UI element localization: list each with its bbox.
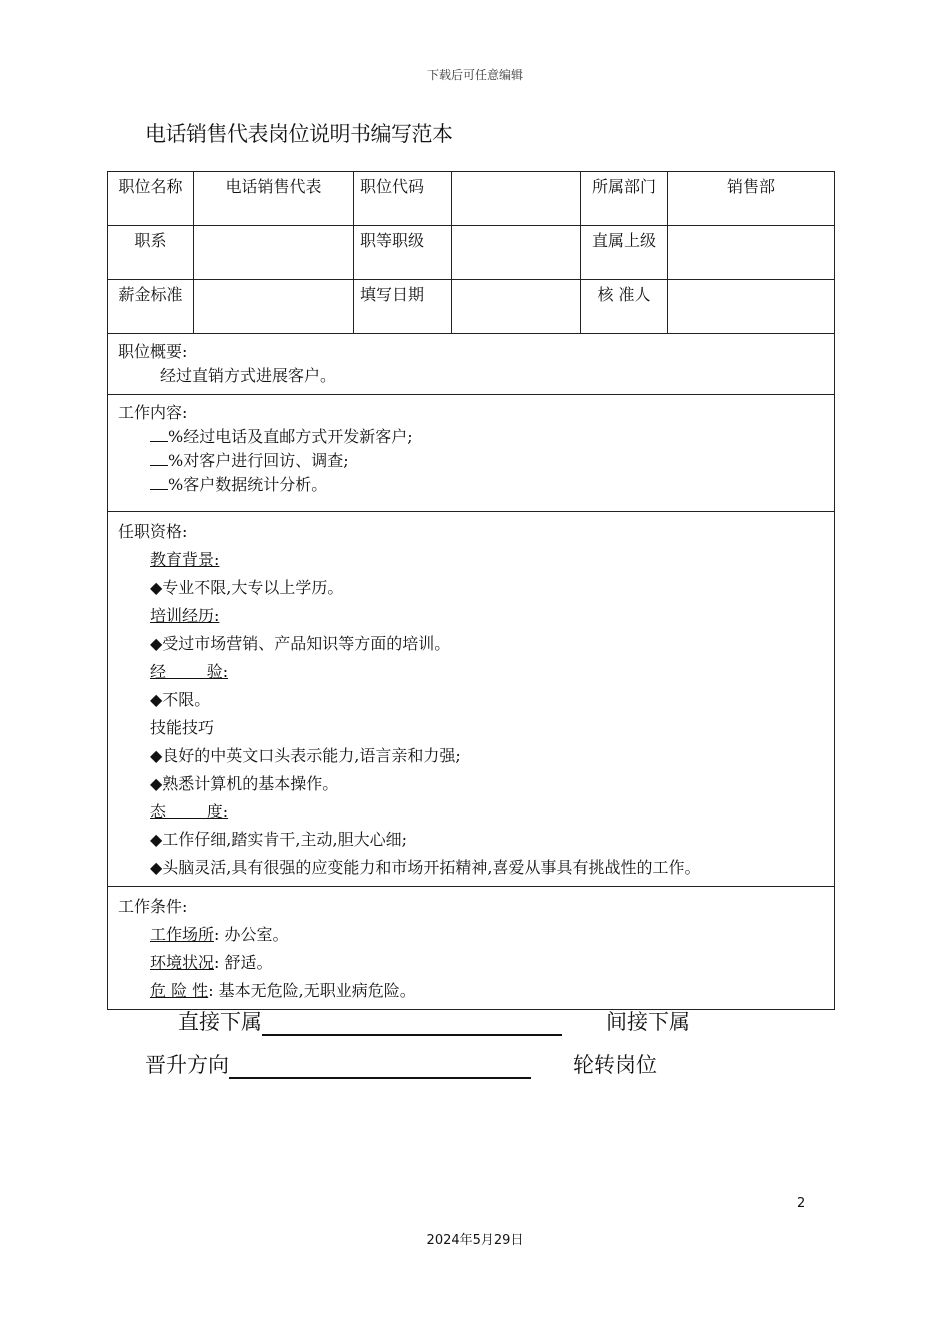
label-salary: 薪金标准	[108, 280, 194, 334]
label-fill-date: 填写日期	[354, 280, 452, 334]
page-number: 2	[797, 1196, 806, 1211]
attitude-item: ◆头脑灵活,具有很强的应变能力和市场开拓精神,喜爱从事具有挑战性的工作。	[150, 858, 701, 877]
training-label: 培训经历:	[150, 606, 220, 625]
direct-reports-label: 直接下属	[178, 1010, 262, 1034]
qualifications-section	[108, 512, 835, 887]
direct-reports-line	[178, 1006, 562, 1036]
workplace-value: : 办公室。	[214, 925, 289, 944]
promotion-blank	[229, 1055, 531, 1079]
indirect-reports-label: 间接下属	[606, 1010, 690, 1034]
attitude-item: ◆工作仔细,踏实肯干,主动,胆大心细;	[150, 830, 407, 849]
job-description-table	[107, 171, 835, 1010]
conditions-label: 工作条件:	[118, 897, 188, 916]
experience-text: ◆不限。	[150, 690, 211, 709]
duty-item: %经过电话及直邮方式开发新客户;	[118, 425, 824, 449]
label-position-code: 职位代码	[354, 172, 452, 226]
direct-reports-blank	[262, 1012, 562, 1036]
info-row-2	[108, 226, 835, 280]
education-label: 教育背景:	[150, 550, 220, 569]
workplace-label: 工作场所	[150, 925, 215, 944]
qualifications-label: 任职资格:	[118, 522, 188, 541]
conditions-section	[108, 887, 835, 1010]
page-title: 电话销售代表岗位说明书编写范本	[145, 122, 453, 146]
rotation-label: 轮转岗位	[573, 1053, 657, 1077]
skill-item: ◆良好的中英文口头表示能力,语言亲和力强;	[150, 746, 461, 765]
risk-label: 危 险 性	[150, 981, 209, 1000]
overview-section	[108, 334, 835, 395]
promotion-label: 晋升方向	[145, 1053, 229, 1077]
value-position-code	[452, 172, 581, 226]
education-text: ◆专业不限,大专以上学历。	[150, 578, 344, 597]
header-note: 下载后可任意编辑	[426, 68, 523, 82]
label-approver: 核 准人	[581, 280, 668, 334]
label-supervisor: 直属上级	[581, 226, 668, 280]
value-grade	[452, 226, 581, 280]
footer-date: 2024年5月29日	[426, 1233, 524, 1248]
value-position-name: 电话销售代表	[194, 172, 354, 226]
info-row-1	[108, 172, 835, 226]
risk-value: : 基本无危险,无职业病危险。	[208, 981, 416, 1000]
value-approver	[668, 280, 835, 334]
skill-item: ◆熟悉计算机的基本操作。	[150, 774, 339, 793]
label-job-family: 职系	[108, 226, 194, 280]
label-position-name: 职位名称	[108, 172, 194, 226]
duty-item: %客户数据统计分析。	[118, 473, 824, 497]
environment-value: : 舒适。	[214, 953, 273, 972]
environment-label: 环境状况	[150, 953, 215, 972]
label-grade: 职等职级	[354, 226, 452, 280]
label-department: 所属部门	[581, 172, 668, 226]
value-department: 销售部	[668, 172, 835, 226]
promotion-line	[145, 1049, 531, 1079]
duty-item: %对客户进行回访、调查;	[118, 449, 824, 473]
attitude-label: 态 度:	[150, 802, 229, 821]
duties-label: 工作内容:	[118, 403, 188, 422]
training-text: ◆受过市场营销、产品知识等方面的培训。	[150, 634, 451, 653]
duties-section	[108, 395, 835, 512]
skills-label: 技能技巧	[150, 718, 215, 737]
value-job-family	[194, 226, 354, 280]
experience-label: 经 验:	[150, 662, 229, 681]
overview-label: 职位概要:	[118, 342, 188, 361]
value-salary	[194, 280, 354, 334]
value-fill-date	[452, 280, 581, 334]
value-supervisor	[668, 226, 835, 280]
info-row-3	[108, 280, 835, 334]
overview-text: 经过直销方式进展客户。	[160, 366, 337, 385]
